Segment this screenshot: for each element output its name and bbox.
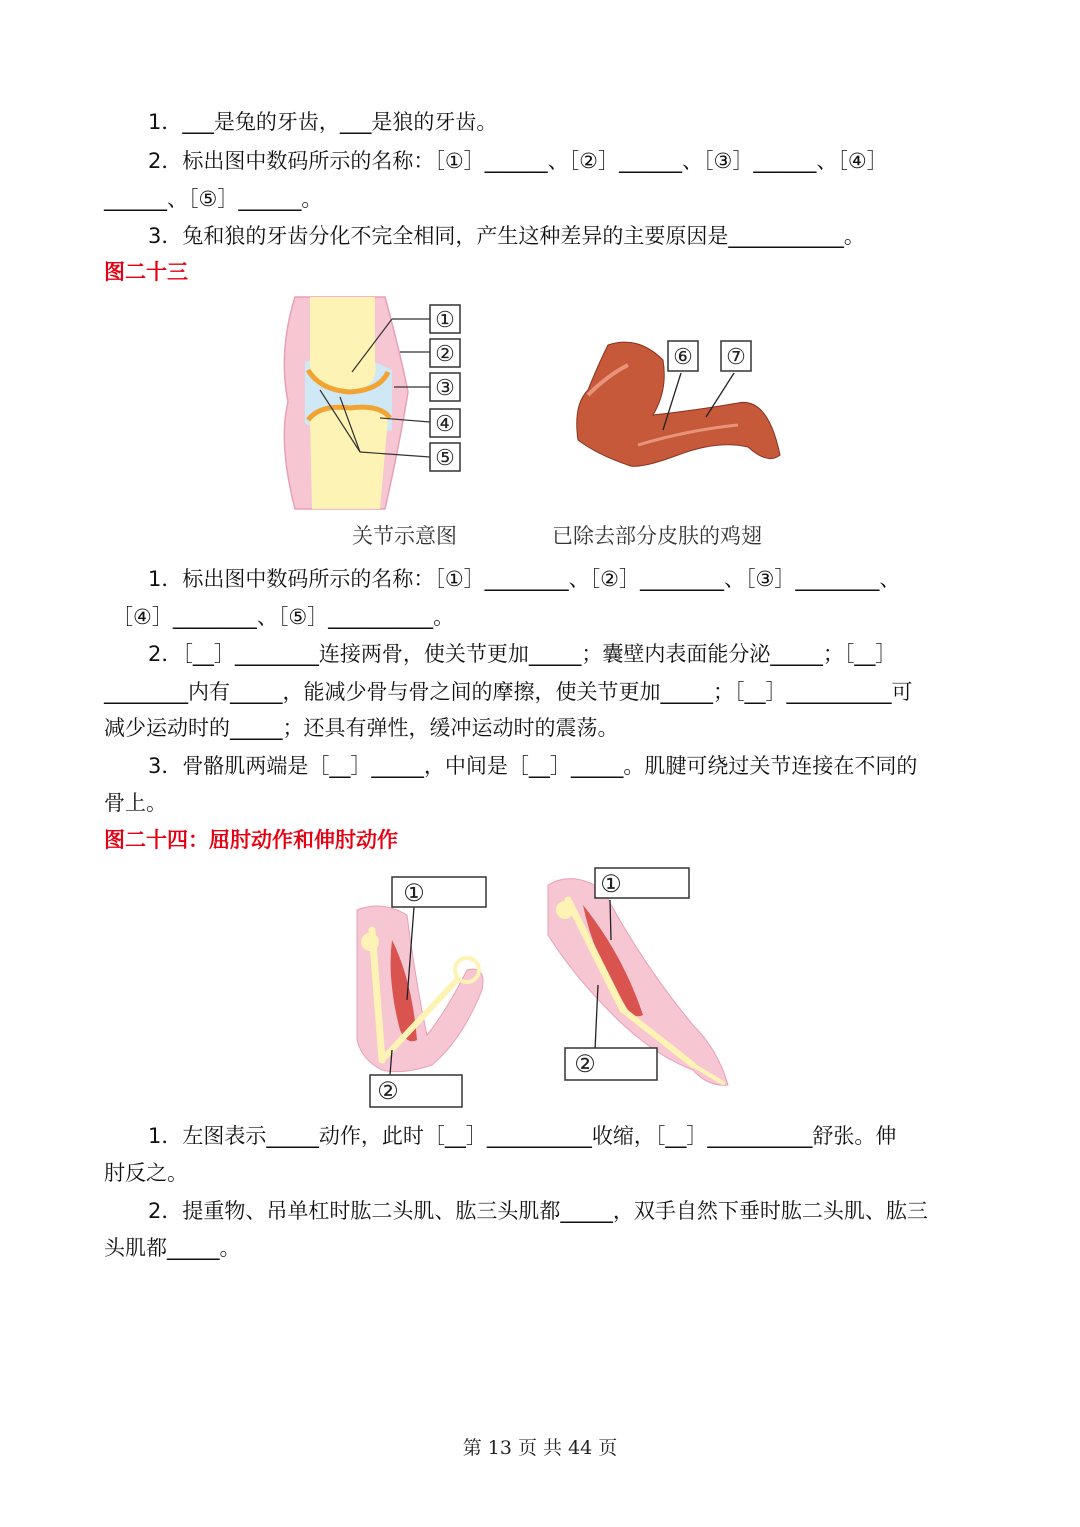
fig24-q2-line1: 2．提重物、吊单杠时肱二头肌、肱三头肌都_____，双手自然下垂时肱二头肌、肱三 [148,1199,928,1223]
elbow-flexion-figure [352,870,492,1110]
teeth-q3: 3．兔和狼的牙齿分化不完全相同，产生这种差异的主要原因是___________。 [148,224,865,248]
fig23-q3-line1: 3．骨骼肌两端是［__］_____，中间是［__］_____。肌腱可绕过关节连接在不同的 [148,754,918,778]
fig24-q2-line2: 头肌都_____。 [104,1236,241,1260]
fig23-q2-line2: ________内有_____，能减少骨与骨之间的摩擦，使关节更加_____；［__］__________可 [104,680,913,704]
figure-24-heading: 图二十四：屈肘动作和伸肘动作 [104,828,398,852]
fig23-q1-line1: 1．标出图中数码所示的名称：［①］________、［②］________、［③］________、 [148,567,901,591]
teeth-q2-line1: 2．标出图中数码所示的名称：［①］______、［②］______、［③］______、［④］ [148,149,888,173]
flexion-label-1: ① [403,879,425,907]
teeth-q1: 1．___是兔的牙齿，___是狼的牙齿。 [148,110,498,134]
caption-joint: 关节示意图 [352,524,457,548]
figure-23-heading: 图二十三 [104,260,188,284]
caption-wing: 已除去部分皮肤的鸡翅 [552,524,762,548]
wing-label-7: ⑦ [726,345,746,370]
fig23-q2-line3: 减少运动时的_____；还具有弹性，缓冲运动时的震荡。 [104,716,619,740]
joint-diagram [280,292,470,514]
joint-label-2: ② [435,342,455,367]
fig23-q2-line1: 2．［__］________连接两骨，使关节更加_____；囊壁内表面能分泌_____；［__］ [148,642,897,666]
flexion-label-2: ② [377,1077,399,1105]
fig24-q1-line1: 1．左图表示_____动作，此时［__］__________收缩，［__］__________舒张。伸 [148,1124,897,1148]
elbow-extension-figure [543,865,733,1095]
upper-bone-head [310,297,376,392]
wing-label-6: ⑥ [673,345,693,370]
fig23-q1-line2: ［④］________、［⑤］__________。 [112,605,455,629]
joint-label-1: ① [435,308,455,333]
teeth-q2-line2: ______、［⑤］______。 [104,187,323,211]
joint-label-5: ⑤ [435,446,455,471]
fig24-q1-line2: 肘反之。 [104,1161,188,1185]
extension-label-1: ① [600,870,622,898]
chicken-wing-figure [568,335,788,475]
extension-label-2: ② [574,1050,596,1078]
joint-label-3: ③ [435,376,455,401]
joint-label-4: ④ [435,412,455,437]
page-footer: 第 13 页 共 44 页 [462,1437,618,1459]
lower-bone-head [310,409,388,509]
fig23-q3-line2: 骨上。 [104,791,167,815]
